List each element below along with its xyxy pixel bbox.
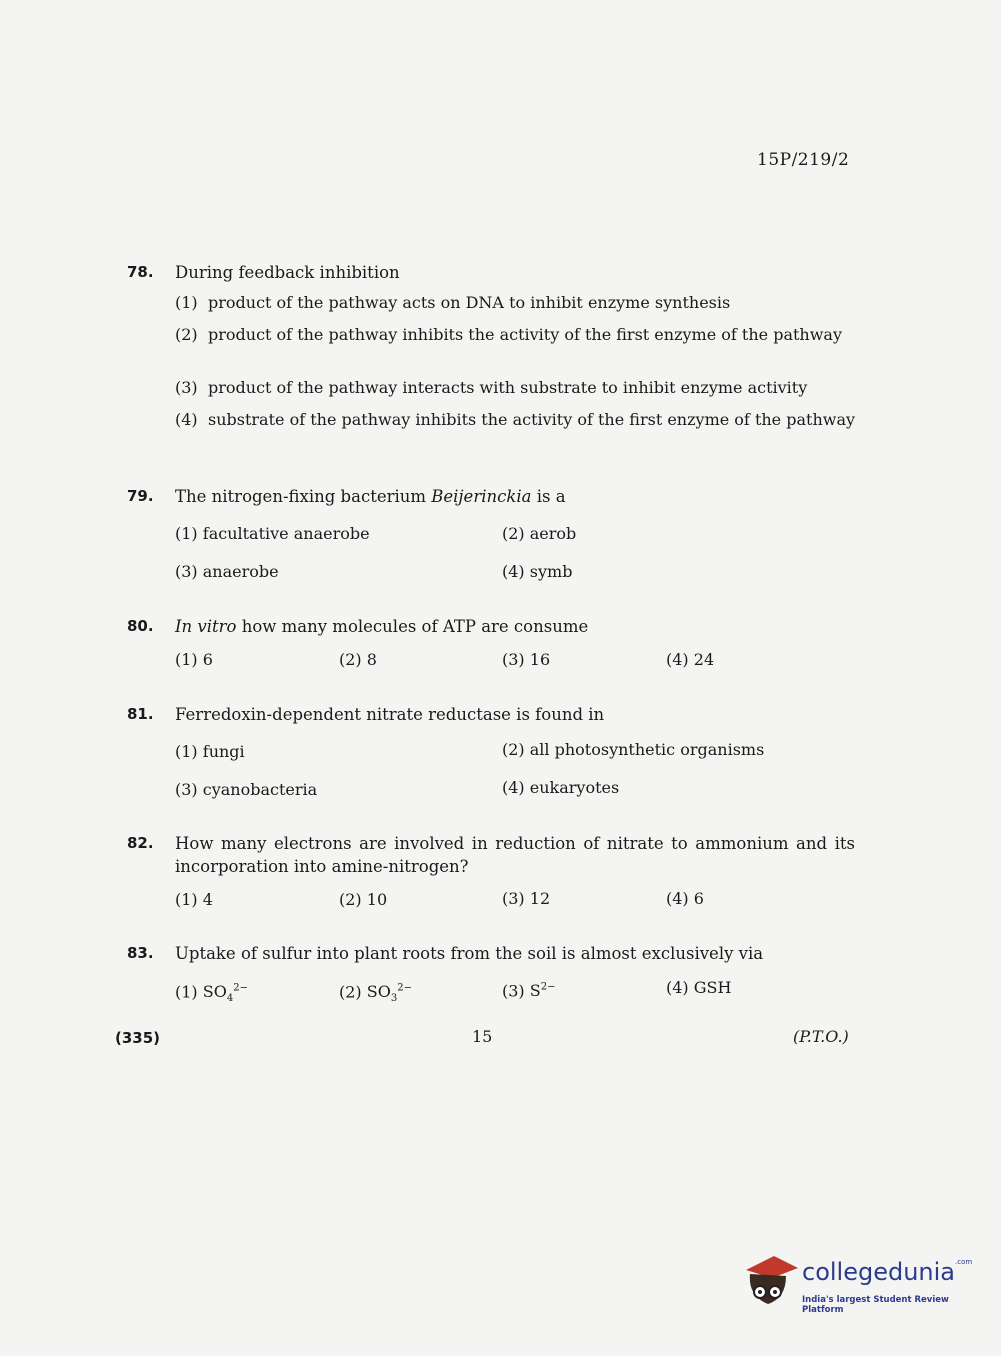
option-number: (4) (666, 650, 689, 669)
option (666, 977, 731, 999)
option (666, 649, 714, 671)
question-number: 79. (127, 487, 154, 505)
option (175, 324, 855, 346)
question-82 (127, 832, 857, 922)
option (502, 977, 555, 1002)
question-number: 83. (127, 944, 154, 962)
formula-base: SO (202, 982, 227, 1002)
option-number: (1) (175, 890, 198, 909)
option (339, 649, 377, 671)
option-text: symb (529, 562, 573, 581)
question-number: 78. (127, 263, 154, 281)
option (175, 523, 370, 545)
formula-superscript: 2− (540, 982, 556, 993)
option (175, 649, 213, 671)
option-number: (2) (502, 740, 525, 759)
option-number: (2) (339, 982, 362, 1002)
option-number: (3) (175, 562, 198, 581)
question-81 (127, 703, 857, 803)
option (339, 889, 387, 911)
page-number: 15 (472, 1027, 493, 1046)
logo-name (802, 1258, 972, 1286)
option (175, 741, 245, 763)
logo-wordmark: collegedunia (802, 1258, 956, 1286)
option-text: anaerobe (202, 562, 279, 581)
question-80 (127, 615, 857, 675)
option-text: 6 (202, 650, 213, 669)
formula-subscript: 4 (226, 993, 234, 1005)
option-number: (3) (175, 378, 198, 397)
option-text: GSH (693, 978, 732, 997)
option (175, 409, 855, 431)
option-text: product of the pathway acts on DNA to inhibit enzyme synthesis (208, 293, 731, 312)
option (175, 978, 248, 1011)
question-text: Uptake of sulfur into plant roots from the soil is almost exclusively via (175, 944, 764, 963)
option (175, 779, 317, 801)
formula-superscript: 2− (397, 983, 412, 994)
option-number: (1) (175, 742, 198, 761)
option-text: 6 (693, 889, 704, 908)
question-number: 80. (127, 617, 154, 635)
option-number: (4) (502, 778, 525, 797)
formula-base: SO (366, 982, 391, 1002)
question-text-part: The nitrogen-fixing bacterium (175, 487, 432, 506)
option (502, 561, 572, 583)
question-78 (127, 261, 857, 461)
option-formula (530, 981, 556, 1000)
option-text: 8 (366, 650, 377, 669)
organism-name: Beijerinckia (431, 487, 532, 506)
option-text: facultative anaerobe (202, 524, 370, 543)
option-number: (4) (666, 978, 689, 997)
option (502, 649, 550, 671)
option-text: product of the pathway interacts with substrate to inhibit enzyme activity (208, 378, 808, 397)
collegedunia-logo (740, 1248, 973, 1318)
option (175, 292, 855, 314)
formula-superscript: 2− (233, 983, 248, 994)
option-number: (3) (502, 981, 525, 1001)
option (666, 888, 704, 910)
question-number: 81. (127, 705, 154, 723)
logo-tagline: India's largest Student Review Platform (802, 1295, 949, 1315)
mascot-icon (740, 1248, 800, 1318)
option-text: all photosynthetic organisms (529, 740, 765, 759)
option-number: (1) (175, 650, 198, 669)
option-number: (2) (502, 524, 525, 543)
option-number: (2) (339, 650, 362, 669)
option (502, 523, 576, 545)
option-text: product of the pathway inhibits the activity of the first enzyme of the pathway (208, 325, 842, 344)
option-number: (4) (175, 410, 198, 429)
question-text-part: how many molecules of ATP are consume (236, 617, 589, 636)
option-text: aerob (529, 524, 577, 543)
question-text (175, 485, 855, 508)
option-text: fungi (202, 742, 245, 761)
option-formula (366, 982, 412, 1005)
option (175, 889, 213, 911)
question-text-part: is a (531, 487, 566, 506)
option (502, 888, 550, 910)
option-text: 16 (529, 650, 551, 669)
question-text: How many electrons are involved in reduction of nitrate to ammonium and its incorporation into amine-nitrogen? (175, 834, 855, 876)
option-text: cyanobacteria (202, 780, 318, 799)
option-number: (4) (502, 562, 525, 581)
question-text: During feedback inhibition (175, 263, 400, 282)
option (502, 739, 764, 761)
question-number: 82. (127, 834, 154, 852)
option-number: (4) (666, 889, 689, 908)
option-number: (3) (502, 889, 525, 908)
paper-code: 15P/219/2 (757, 150, 850, 170)
option-number: (1) (175, 524, 198, 543)
question-79 (127, 485, 857, 585)
question-text (175, 615, 855, 638)
question-83 (127, 942, 857, 1012)
pto-note: (P.T.O.) (793, 1027, 849, 1046)
option-number: (3) (175, 780, 198, 799)
option-number: (2) (339, 890, 362, 909)
option (502, 777, 619, 799)
option-formula (202, 982, 248, 1005)
option (175, 561, 279, 583)
option-text: 24 (693, 650, 715, 669)
question-text-italic: In vitro (175, 617, 237, 636)
booklet-number: (335) (115, 1029, 161, 1047)
logo-suffix: .com (955, 1258, 973, 1266)
option-number: (1) (175, 293, 198, 312)
option-text: 12 (529, 889, 551, 908)
formula-base: S (529, 981, 541, 1001)
option-number: (2) (175, 325, 198, 344)
option-text: 4 (202, 890, 213, 909)
option-text: eukaryotes (529, 778, 620, 797)
option-text: substrate of the pathway inhibits the activity of the first enzyme of the pathway (208, 410, 856, 429)
option-number: (3) (502, 650, 525, 669)
option-text: 10 (366, 890, 388, 909)
formula-subscript: 3 (390, 993, 398, 1005)
option-number: (1) (175, 982, 198, 1002)
option (339, 978, 412, 1011)
option (175, 377, 855, 399)
question-text: Ferredoxin-dependent nitrate reductase is found in (175, 705, 605, 724)
